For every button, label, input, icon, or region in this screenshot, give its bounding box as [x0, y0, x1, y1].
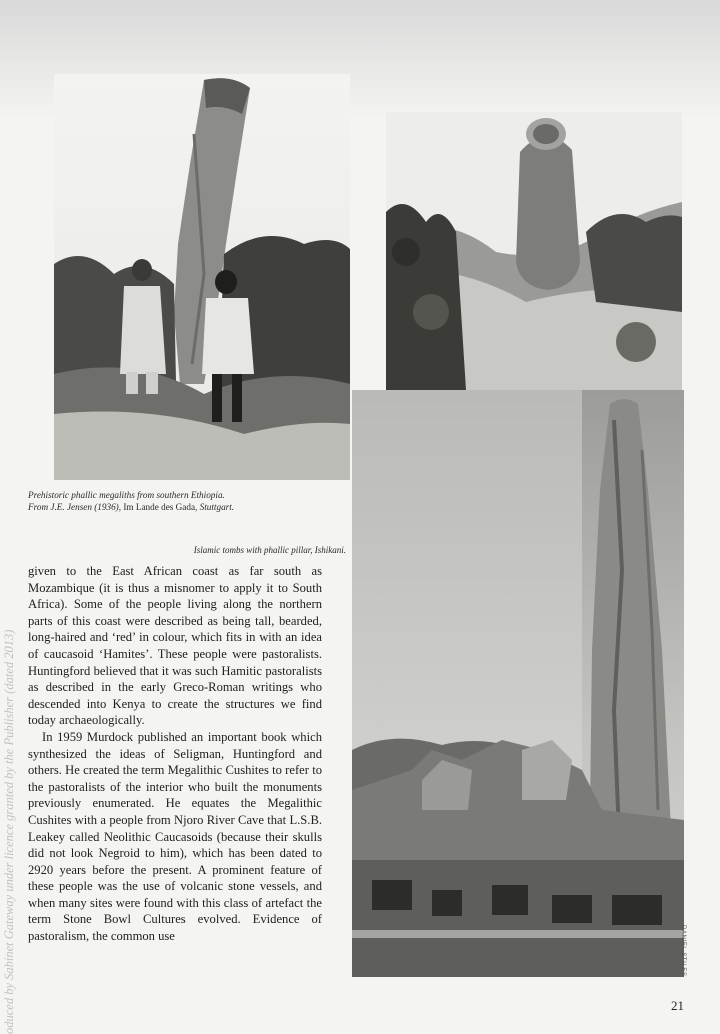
ethiopia-megalith-photo: [54, 74, 350, 480]
caption-source: From J.E. Jensen (1936),: [28, 502, 122, 512]
ishikani-photo-caption: Islamic tombs with phallic pillar, Ishikani.: [193, 545, 346, 555]
licence-watermark: oduced by Sabinet Gateway under licence granted by the Publisher (dated 2013): [2, 629, 16, 1034]
photo-credit: DANIEL STILES: [680, 925, 686, 977]
ishikani-tombs-photo: [352, 390, 684, 977]
article-body: [28, 563, 322, 945]
caption-place: Stuttgart.: [199, 502, 235, 512]
caption-line-2: [28, 501, 338, 513]
page-number: 21: [671, 998, 684, 1013]
ethiopia-photo-caption: [28, 489, 338, 513]
caption-line-1: Prehistoric phallic megaliths from southern Ethiopia.: [28, 490, 225, 500]
body-paragraph: In 1959 Murdock published an important book which synthesized the ideas of Seligman, Huntingford and others. He created the term Megalithic Cushites to refer to the pastoralists of the interior who built the monuments previously enumerated. He equates the Megalithic Cushites with a people from Njoro River Cave that L.S.B. Leakey called Neolithic Caucasoids (because their skulls did not look Negroid to him), which has been dated to 2920 years before the present. A prominent feature of these people was the use of volcanic stone vessels, and when many sites were found with this class of artefact the term Stone Bowl Cultures evolved. Evidence of pastoralism, the common use: [28, 729, 322, 944]
caption-book-title: Im Lande des Gada,: [123, 502, 198, 512]
phallic-pillar-photo: [386, 112, 682, 390]
body-paragraph: given to the East African coast as far south as Mozambique (it is thus a misnomer to apply it to South Africa). Some of the people living along the northern parts of this coast were described as being tall, bearded, long-haired and ‘red’ in colour, which fits in with an idea of caucasoid ‘Hamites’. These people were pastoralists. Huntingford believed that it was such Hamitic pastoralists as described in the early Greco-Roman writings who descended into Kenya to create the structures we find today archaeologically.: [28, 564, 322, 728]
